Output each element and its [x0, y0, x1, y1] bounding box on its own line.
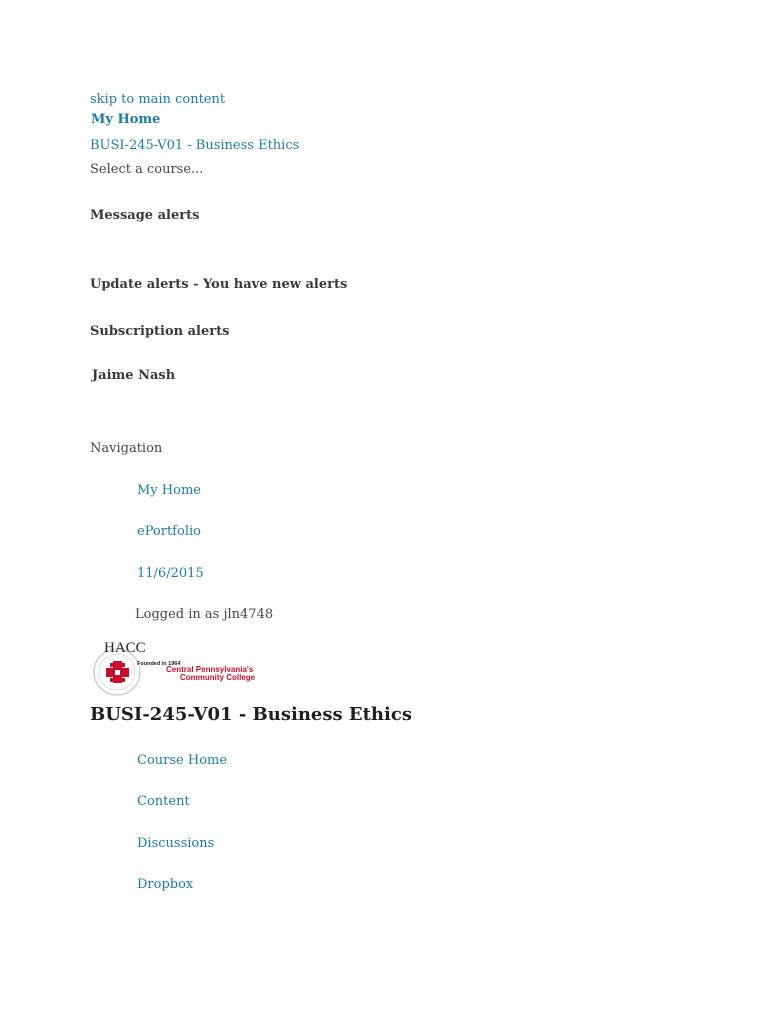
nav-item-eportfolio[interactable]: ePortfolio: [137, 524, 201, 539]
course-nav-content[interactable]: Content: [137, 794, 190, 809]
seal-cross-icon: [106, 661, 129, 683]
logo-founded: Founded in 1964: [137, 661, 181, 667]
course-nav-discussions[interactable]: Discussions: [137, 836, 215, 851]
course-link[interactable]: BUSI-245-V01 - Business Ethics: [90, 138, 300, 153]
nav-item-date[interactable]: 11/6/2015: [137, 566, 204, 581]
logged-in-status: Logged in as jln4748: [135, 607, 274, 622]
update-alerts[interactable]: Update alerts - You have new alerts: [90, 277, 348, 292]
hacc-logo-graphic: [90, 639, 256, 697]
course-nav-dropbox[interactable]: Dropbox: [137, 877, 194, 892]
nav-item-my-home[interactable]: My Home: [137, 483, 201, 498]
hacc-logo[interactable]: [90, 639, 256, 697]
select-course-dropdown[interactable]: Select a course...: [90, 162, 204, 177]
message-alerts[interactable]: Message alerts: [90, 208, 200, 223]
user-menu[interactable]: Jaime Nash: [92, 368, 176, 383]
navigation-heading: Navigation: [90, 441, 163, 456]
logo-tagline-line2: Community College: [180, 673, 256, 682]
course-nav-home[interactable]: Course Home: [137, 753, 228, 768]
logo-tagline-line1: Central Pennsylvania's: [166, 665, 254, 674]
my-home-link[interactable]: My Home: [91, 112, 161, 127]
subscription-alerts[interactable]: Subscription alerts: [90, 324, 230, 339]
course-title: BUSI-245-V01 - Business Ethics: [90, 704, 412, 725]
logo-wordmark: HACC: [104, 640, 146, 656]
skip-to-main-content-link[interactable]: skip to main content: [90, 92, 226, 107]
